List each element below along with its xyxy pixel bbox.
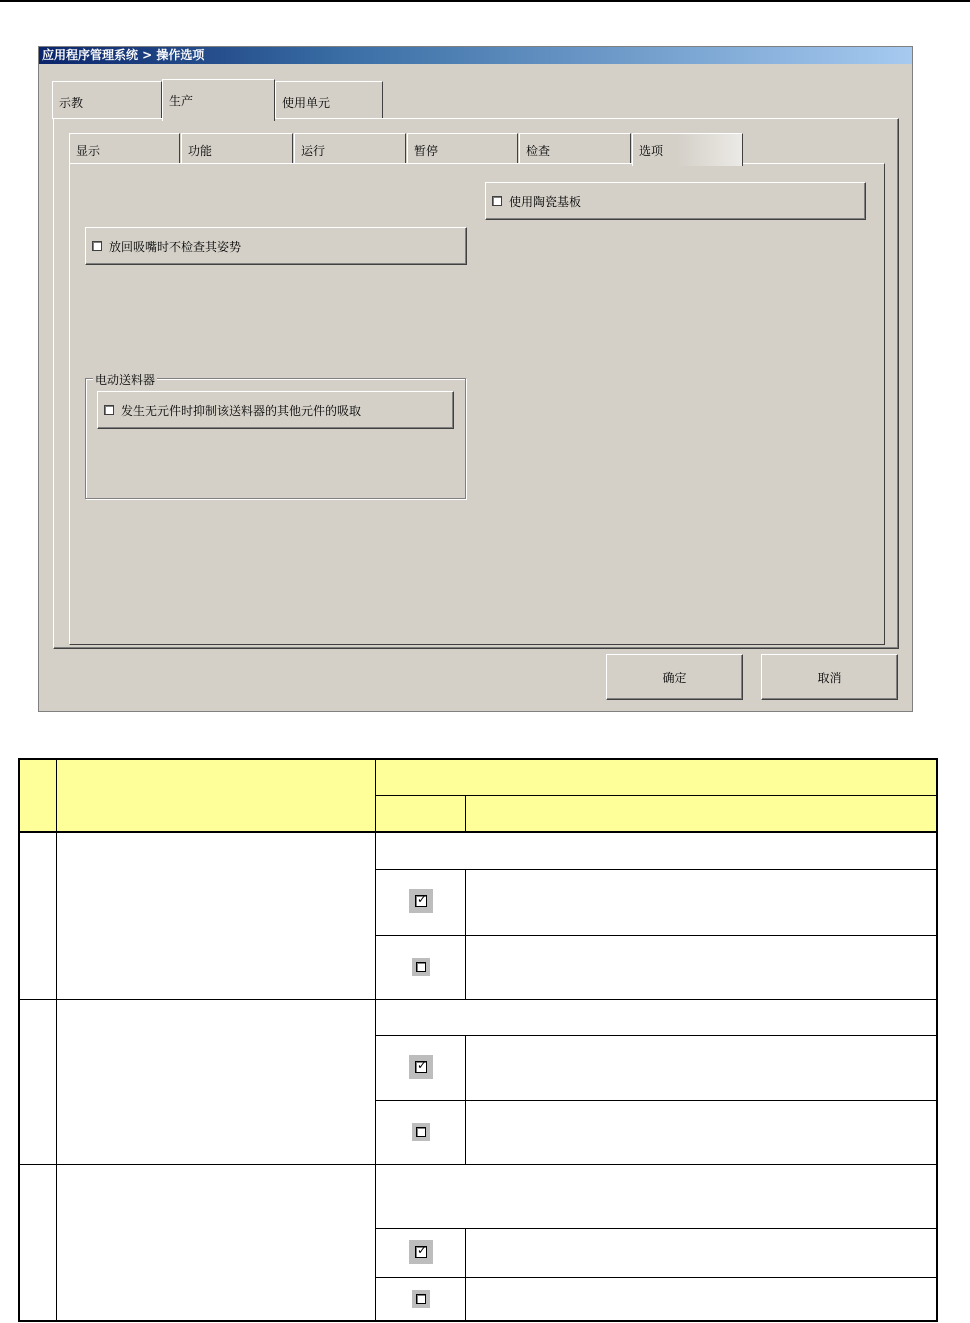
- description-table: [18, 758, 938, 1322]
- cancel-button[interactable]: [761, 654, 898, 700]
- row-line: [376, 935, 938, 936]
- options-dialog: [38, 46, 913, 712]
- unchecked-checkbox-icon: [412, 958, 430, 976]
- tab-run[interactable]: [294, 133, 406, 164]
- tab-label: 运行: [301, 144, 326, 158]
- option-label: 放回吸嘴时不检查其姿势: [109, 239, 242, 254]
- table-border-left: [18, 758, 20, 1322]
- tab-label: 生产: [169, 94, 194, 108]
- group-title: 电动送料器: [95, 373, 156, 387]
- tab-check[interactable]: [519, 133, 631, 164]
- table-border-right: [936, 758, 938, 1322]
- tab-label: 暂停: [414, 144, 439, 158]
- tab-teach[interactable]: [52, 81, 162, 119]
- checked-checkbox-icon: ✓: [409, 1055, 433, 1079]
- tab-function[interactable]: [181, 133, 293, 164]
- suppress-pickup-option[interactable]: [97, 391, 454, 429]
- table-border-top: [18, 758, 938, 760]
- ceramic-board-option[interactable]: [485, 182, 866, 220]
- row-line: [376, 1277, 938, 1278]
- column-divider: [56, 758, 57, 1322]
- no-check-posture-checkbox[interactable]: [92, 241, 102, 251]
- tab-unit-usage[interactable]: [275, 81, 383, 119]
- tab-options[interactable]: [632, 133, 743, 166]
- suppress-pickup-checkbox[interactable]: [104, 405, 114, 415]
- row-line: [376, 869, 938, 870]
- row-line: [18, 1164, 938, 1165]
- checked-checkbox-icon: ✓: [409, 1240, 433, 1264]
- column-divider: [375, 758, 376, 1322]
- header-divider: [376, 795, 938, 796]
- row-line: [376, 1100, 938, 1101]
- row-line: [376, 1035, 938, 1036]
- tab-label: 检查: [526, 144, 551, 158]
- column-divider: [465, 795, 466, 832]
- unchecked-checkbox-icon: [412, 1123, 430, 1141]
- header-bottom-line: [18, 831, 938, 833]
- window-title: 应用程序管理系统 > 操作选项: [39, 47, 912, 64]
- tab-pause[interactable]: [407, 133, 518, 164]
- tab-label: 选项: [639, 144, 664, 158]
- unchecked-checkbox-icon: [412, 1290, 430, 1308]
- button-label: 取消: [817, 670, 842, 685]
- tab-label: 使用单元: [282, 96, 331, 110]
- no-check-posture-option[interactable]: [85, 227, 467, 265]
- tab-production[interactable]: [162, 79, 275, 121]
- option-label: 发生无元件时抑制该送料器的其他元件的吸取: [121, 403, 362, 418]
- option-label: 使用陶瓷基板: [509, 194, 582, 209]
- checked-checkbox-icon: ✓: [409, 889, 433, 913]
- table-border-bottom: [18, 1320, 938, 1322]
- tab-label: 示教: [59, 96, 84, 110]
- top-rule: [0, 0, 970, 2]
- tab-label: 功能: [188, 144, 213, 158]
- column-divider: [465, 869, 466, 999]
- ceramic-board-checkbox[interactable]: [492, 196, 502, 206]
- tab-display[interactable]: [69, 133, 180, 164]
- column-divider: [465, 1228, 466, 1322]
- row-line: [376, 1228, 938, 1229]
- tab-label: 显示: [76, 144, 101, 158]
- button-label: 确定: [662, 670, 687, 685]
- ok-button[interactable]: [606, 654, 743, 700]
- row-line: [18, 999, 938, 1000]
